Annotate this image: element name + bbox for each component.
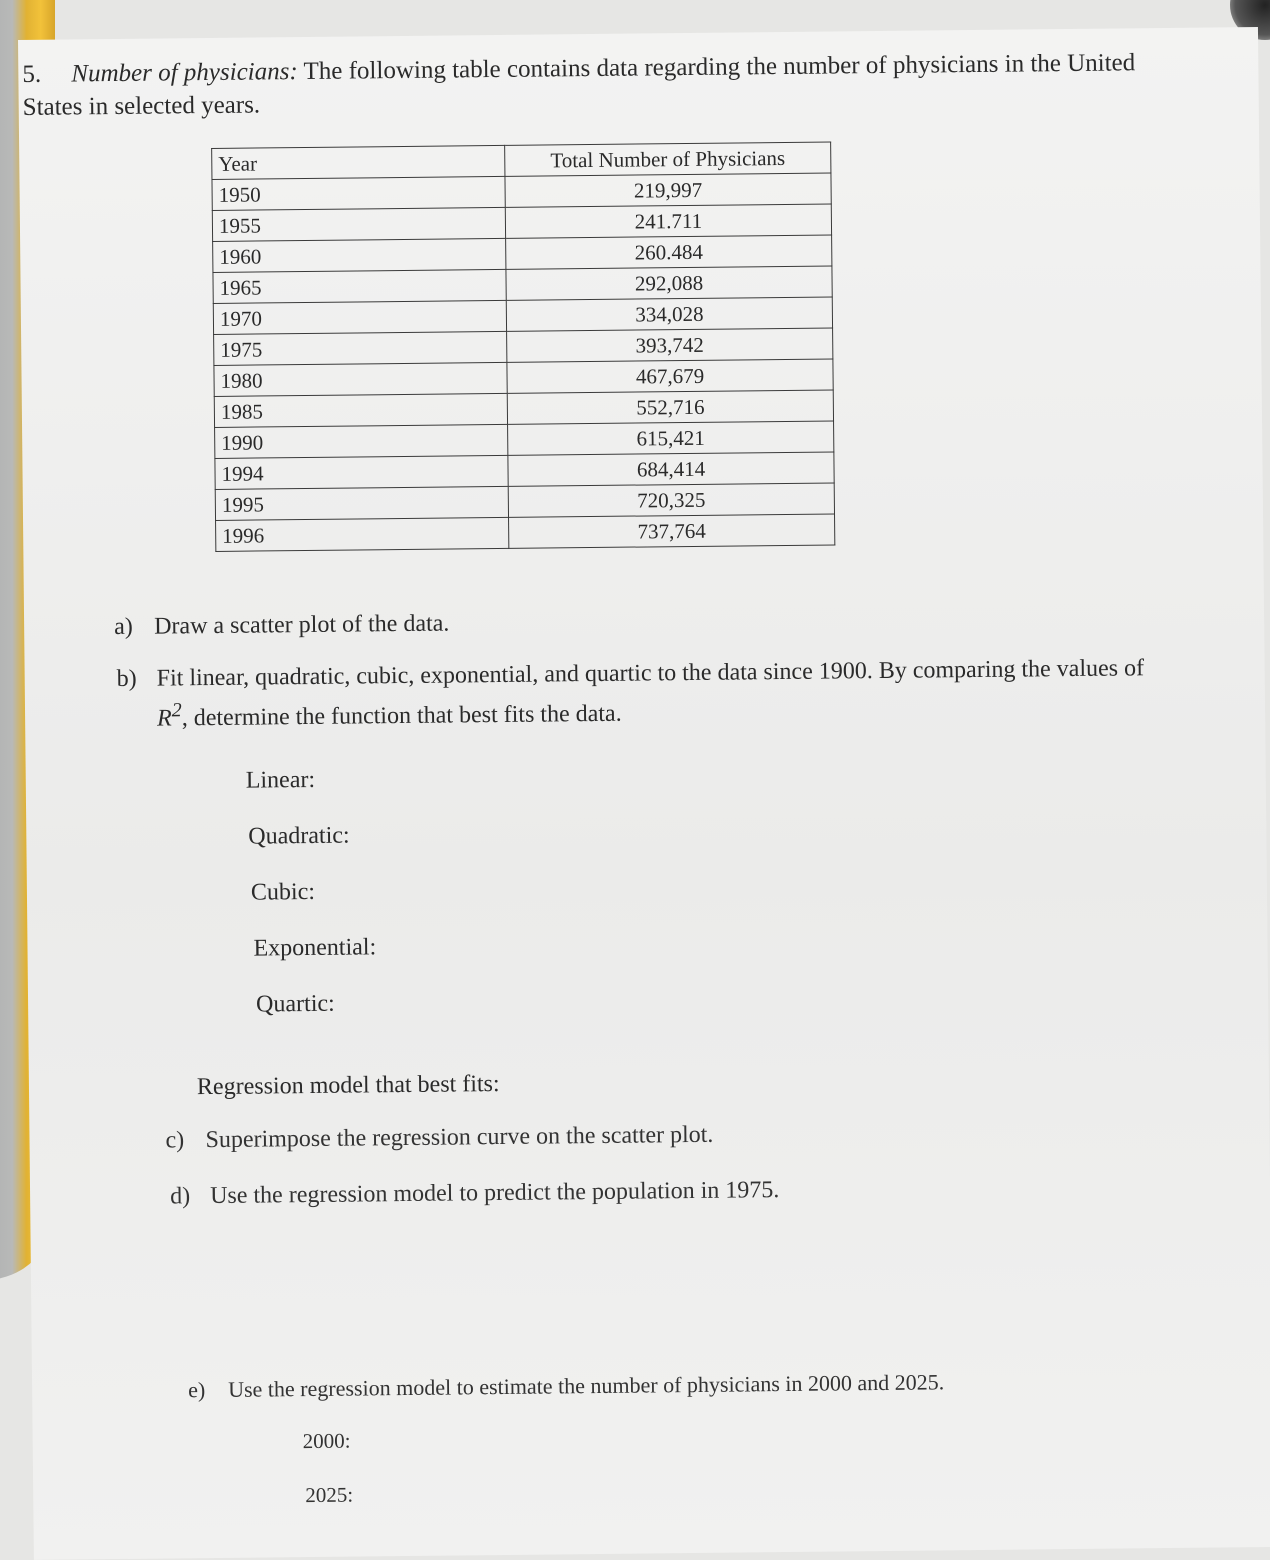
question-e (188, 1366, 944, 1406)
cell-year: 1960 (213, 238, 506, 272)
answer-2000-label: 2000: (302, 1428, 351, 1454)
cell-count: 467,679 (507, 359, 833, 393)
model-cubic: Cubic: (250, 878, 316, 906)
cell-year: 1995 (215, 486, 508, 520)
cell-count: 260.484 (506, 235, 832, 269)
question-text: Use the regression model to estimate the number of physicians in 2000 and 2025. (228, 1369, 945, 1402)
model-quartic: Quartic: (255, 990, 335, 1018)
question-c (165, 1119, 713, 1157)
question-letter: a) (114, 613, 133, 641)
r-squared-exponent: 2 (171, 699, 182, 722)
cell-year: 1975 (214, 331, 507, 365)
question-text: Superimpose the regression curve on the scatter plot. (205, 1121, 714, 1154)
question-text-line1: Fit linear, quadratic, cubic, exponential, and quartic to the data since 1900. By comparing the values of (156, 655, 1145, 692)
question-b (117, 652, 1198, 735)
table-row (216, 514, 835, 551)
worksheet-page (18, 27, 1270, 1560)
question-text-line2: , determine the function that best fits the data. (181, 700, 622, 732)
cell-count: 241.711 (505, 204, 831, 238)
cell-count: 684,414 (508, 452, 834, 486)
header-total: Total Number of Physicians (505, 142, 831, 176)
cell-year: 1985 (214, 393, 507, 427)
cell-year: 1996 (216, 517, 509, 551)
cell-year: 1990 (215, 424, 508, 458)
problem-term: Number of physicians: (71, 58, 298, 88)
cell-count: 334,028 (506, 297, 832, 331)
question-letter: e) (188, 1377, 206, 1403)
question-letter: c) (165, 1127, 185, 1154)
problem-intro (22, 46, 1153, 124)
question-text: Draw a scatter plot of the data. (154, 610, 450, 640)
cell-year: 1965 (213, 269, 506, 303)
cell-count: 219,997 (505, 173, 831, 207)
problem-intro-text: The following table contains data regarding the number of physicians in the United States in selected years. (22, 49, 1136, 121)
cell-count: 292,088 (506, 266, 832, 300)
cell-count: 720,325 (508, 483, 834, 517)
r-squared-symbol: $R^2$ (156, 699, 182, 732)
cell-count: 615,421 (508, 421, 834, 455)
question-letter: d) (169, 1183, 191, 1210)
model-exponential: Exponential: (253, 934, 377, 962)
physicians-table (211, 141, 835, 551)
cell-count: 552,716 (507, 390, 833, 424)
question-a (114, 608, 450, 644)
cell-year: 1970 (213, 300, 506, 334)
cell-year: 1980 (214, 362, 507, 396)
cell-count: 737,764 (509, 514, 835, 548)
question-d (170, 1174, 780, 1212)
model-linear: Linear: (245, 766, 316, 794)
question-letter: b) (116, 665, 137, 693)
cell-year: 1994 (215, 455, 508, 489)
cell-year: 1950 (212, 176, 505, 210)
question-text: Use the regression model to predict the population in 1975. (209, 1177, 780, 1210)
best-fit-label: Regression model that best fits: (196, 1071, 500, 1101)
problem-number: 5. (22, 60, 42, 88)
cell-year: 1955 (212, 207, 505, 241)
header-year: Year (212, 145, 505, 179)
cell-count: 393,742 (507, 328, 833, 362)
model-quadratic: Quadratic: (248, 822, 350, 850)
answer-2025-label: 2025: (305, 1482, 354, 1508)
